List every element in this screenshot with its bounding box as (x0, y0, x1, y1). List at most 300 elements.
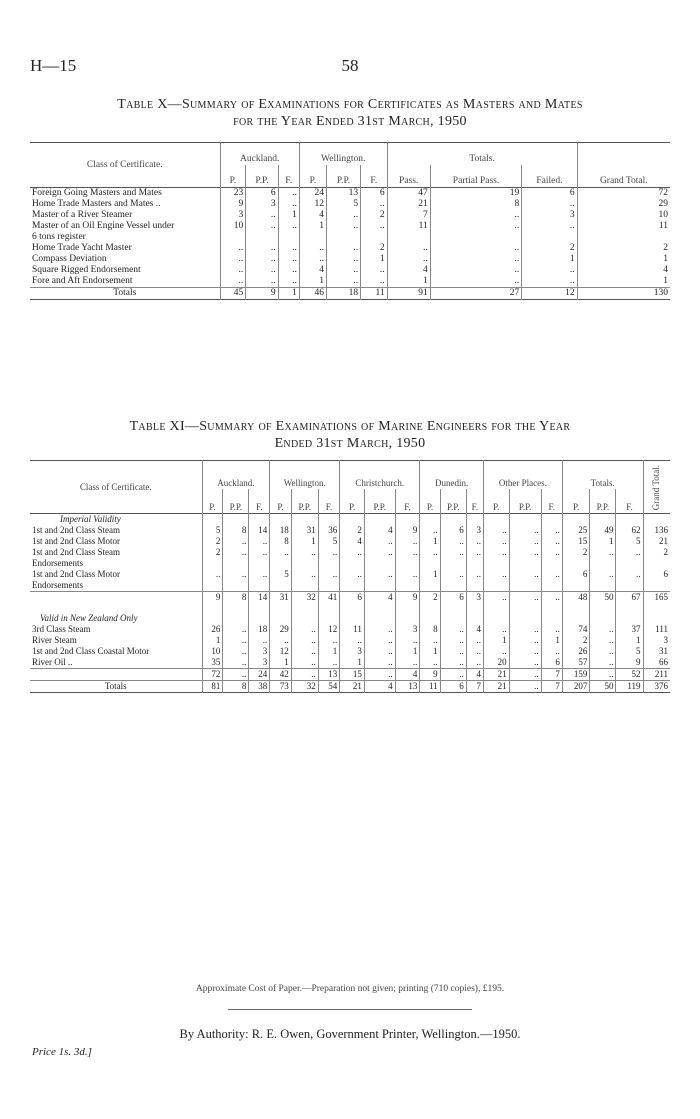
cell-value: 91 (387, 288, 430, 300)
cell-value: 5 (270, 569, 292, 580)
cell-value (270, 603, 292, 624)
cell-value (541, 580, 562, 592)
sub-header: P. (483, 489, 509, 514)
cell-value: .. (223, 547, 249, 558)
cell-value (616, 514, 643, 526)
cell-value: 7 (387, 210, 430, 221)
cell-value: .. (249, 569, 270, 580)
cell-value: .. (291, 657, 318, 669)
cell-value: 41 (318, 592, 340, 604)
cell-value: .. (278, 199, 299, 210)
cell-value (483, 558, 509, 569)
cell-value: .. (509, 536, 541, 547)
cell-value (299, 232, 326, 243)
cell-value (522, 232, 577, 243)
cell-value: .. (616, 547, 643, 558)
cell-value (643, 580, 670, 592)
cell-value: .. (223, 569, 249, 580)
table-row (30, 603, 670, 624)
cell-value: .. (509, 646, 541, 657)
cell-value: .. (541, 547, 562, 558)
cell-value (291, 514, 318, 526)
cell-value: .. (509, 624, 541, 635)
sub-header: P.P. (364, 489, 395, 514)
sub-header: P.P. (590, 489, 616, 514)
cell-value: .. (278, 243, 299, 254)
cell-value (340, 514, 365, 526)
cell-value (562, 580, 590, 592)
sub-header: F. (318, 489, 340, 514)
cell-value: 159 (562, 669, 590, 681)
cell-value (364, 603, 395, 624)
cell-value: 1 (270, 657, 292, 669)
row-label: Foreign Going Masters and Mates (32, 188, 162, 198)
cell-value (318, 603, 340, 624)
cell-value: 7 (466, 681, 483, 693)
cell-value: 6 (246, 188, 278, 200)
cell-value: 376 (643, 681, 670, 693)
cell-value: 12 (270, 646, 292, 657)
cell-value: 1 (340, 657, 365, 669)
cell-value: .. (220, 254, 246, 265)
cell-value: 36 (318, 525, 340, 536)
cell-value: .. (278, 254, 299, 265)
cell-value: .. (318, 547, 340, 558)
cell-value: 4 (395, 669, 420, 681)
cell-value: .. (509, 547, 541, 558)
cell-value: 2 (202, 547, 223, 558)
cell-value: .. (326, 243, 360, 254)
cell-value (466, 580, 483, 592)
cell-value: 1 (541, 635, 562, 646)
cell-value: 11 (340, 624, 365, 635)
sub-header: P.P. (440, 489, 466, 514)
cell-value: .. (440, 624, 466, 635)
cell-value: .. (466, 657, 483, 669)
cell-value: 1 (420, 536, 440, 547)
cell-value: 35 (202, 657, 223, 669)
table-row (30, 547, 670, 558)
footer-divider (228, 1009, 472, 1010)
cell-value: 1 (202, 635, 223, 646)
cell-value: .. (364, 669, 395, 681)
table-x (30, 142, 670, 300)
report-code: H—15 (30, 56, 77, 75)
cell-value (387, 232, 430, 243)
sub-header: F. (278, 165, 299, 188)
group-header: Christchurch. (340, 461, 420, 490)
cell-value: 3 (220, 210, 246, 221)
cell-value (440, 514, 466, 526)
section-heading: Valid in New Zealand Only (40, 613, 138, 623)
cell-value: 130 (577, 288, 670, 300)
cell-value: 211 (643, 669, 670, 681)
cell-value: .. (509, 569, 541, 580)
cell-value: 4 (340, 536, 365, 547)
row-label (30, 669, 202, 681)
sub-header: F. (361, 165, 388, 188)
cell-value: 2 (577, 243, 670, 254)
cell-value (278, 232, 299, 243)
sub-header: F. (616, 489, 643, 514)
cell-value: .. (420, 657, 440, 669)
cell-value: 4 (299, 265, 326, 276)
cell-value: .. (278, 221, 299, 232)
cell-value: 8 (430, 199, 521, 210)
cell-value: 4 (364, 525, 395, 536)
cell-value: 8 (420, 624, 440, 635)
cell-value: 2 (562, 547, 590, 558)
cell-value: 8 (270, 536, 292, 547)
cell-value: 6 (361, 188, 388, 200)
cell-value: .. (223, 657, 249, 669)
cell-value: .. (246, 243, 278, 254)
cell-value: 6 (562, 569, 590, 580)
cell-value: 1 (616, 635, 643, 646)
table-row (30, 199, 670, 210)
cell-value: 9 (616, 657, 643, 669)
cell-value (340, 558, 365, 569)
cell-value: 26 (562, 646, 590, 657)
sub-header: P.P. (509, 489, 541, 514)
cell-value (616, 558, 643, 569)
table-xi (30, 460, 670, 693)
cell-value (364, 514, 395, 526)
cell-value (340, 603, 365, 624)
table-row (30, 558, 670, 569)
cell-value: 6 (340, 592, 365, 604)
table-row (30, 243, 670, 254)
cell-value: 29 (270, 624, 292, 635)
cell-value: 4 (466, 669, 483, 681)
cell-value: 67 (616, 592, 643, 604)
cell-value: 27 (430, 288, 521, 300)
cell-value (318, 558, 340, 569)
cell-value (249, 580, 270, 592)
cell-value: 14 (249, 592, 270, 604)
group-header: Auckland. (220, 143, 299, 166)
cell-value: .. (541, 536, 562, 547)
cell-value: .. (541, 569, 562, 580)
cell-value (509, 514, 541, 526)
sub-header: P.P. (223, 489, 249, 514)
cell-value: 21 (643, 536, 670, 547)
cell-value: .. (440, 635, 466, 646)
cell-value: 9 (395, 525, 420, 536)
table-row (30, 188, 670, 200)
row-label: Master of a River Steamer (32, 210, 133, 220)
cell-value: 5 (616, 536, 643, 547)
section-heading: Imperial Validity (60, 514, 121, 524)
cell-value: 11 (387, 221, 430, 232)
cell-value: .. (246, 276, 278, 288)
table-row (30, 669, 670, 681)
table-row (30, 657, 670, 669)
cell-value: 52 (616, 669, 643, 681)
group-header: Wellington. (270, 461, 340, 490)
cell-value: .. (220, 243, 246, 254)
cell-value (202, 603, 223, 624)
cell-value (270, 580, 292, 592)
cell-value: 10 (577, 210, 670, 221)
cell-value (440, 580, 466, 592)
cell-value: 3 (522, 210, 577, 221)
sub-header: P. (202, 489, 223, 514)
cell-value: .. (590, 657, 616, 669)
cell-value: .. (387, 243, 430, 254)
table-row (30, 580, 670, 592)
cell-value: 1 (577, 254, 670, 265)
cell-value: 4 (577, 265, 670, 276)
cell-value: 1 (483, 635, 509, 646)
cell-value: 1 (361, 254, 388, 265)
cell-value: .. (291, 635, 318, 646)
column-header-class: Class of Certificate. (79, 481, 152, 492)
cell-value (541, 514, 562, 526)
cell-value: .. (326, 254, 360, 265)
cell-value: .. (430, 221, 521, 232)
cell-value (420, 514, 440, 526)
table-xi-title (30, 418, 670, 452)
group-header: Wellington. (299, 143, 387, 166)
cell-value: .. (361, 265, 388, 276)
cell-value: .. (326, 265, 360, 276)
cell-value: 38 (249, 681, 270, 693)
cell-value: .. (395, 569, 420, 580)
sub-header: P. (340, 489, 365, 514)
cell-value: .. (466, 635, 483, 646)
table-x-title-line1: Table X—Summary of Examinations for Certificates as Masters and Mates (117, 97, 583, 112)
cell-value (223, 514, 249, 526)
cell-value: .. (220, 265, 246, 276)
cell-value: 13 (318, 669, 340, 681)
cell-value: .. (299, 254, 326, 265)
cell-value: .. (509, 592, 541, 604)
column-header-class: Class of Certificate. (86, 159, 163, 170)
cell-value: 12 (522, 288, 577, 300)
cell-value: .. (590, 547, 616, 558)
cell-value: .. (483, 624, 509, 635)
sub-header: P. (220, 165, 246, 188)
group-header: Totals. (387, 143, 577, 166)
cell-value: .. (509, 657, 541, 669)
cell-value (220, 232, 246, 243)
cell-value: 9 (420, 669, 440, 681)
cell-value (541, 603, 562, 624)
row-label: Home Trade Yacht Master (32, 243, 132, 253)
authority-line: By Authority: R. E. Owen, Government Printer, Wellington.—1950. (179, 1027, 521, 1041)
cell-value: .. (246, 265, 278, 276)
cell-value: 2 (361, 210, 388, 221)
cell-value: 2 (643, 547, 670, 558)
sub-header: F. (541, 489, 562, 514)
table-row (30, 210, 670, 221)
cell-value: .. (291, 547, 318, 558)
cell-value (483, 603, 509, 624)
cell-value: .. (278, 276, 299, 288)
cell-value: 1 (278, 288, 299, 300)
cell-value: 1 (590, 536, 616, 547)
cell-value: .. (522, 276, 577, 288)
cell-value: .. (395, 547, 420, 558)
cell-value: .. (590, 646, 616, 657)
table-row (30, 536, 670, 547)
cell-value: .. (483, 547, 509, 558)
cell-value: 6 (440, 592, 466, 604)
cell-value: 54 (318, 681, 340, 693)
cell-value: .. (466, 569, 483, 580)
cell-value: 21 (483, 681, 509, 693)
row-label: Endorsements (32, 580, 83, 590)
cell-value: .. (291, 669, 318, 681)
cell-value: 15 (562, 536, 590, 547)
table-row (30, 624, 670, 635)
cell-value: 31 (291, 525, 318, 536)
cell-value (361, 232, 388, 243)
cell-value: 81 (202, 681, 223, 693)
cell-value: .. (509, 635, 541, 646)
cell-value: 1 (318, 646, 340, 657)
cell-value: .. (541, 646, 562, 657)
cell-value: .. (246, 254, 278, 265)
row-label: 1st and 2nd Class Steam (32, 525, 120, 535)
cell-value: .. (483, 525, 509, 536)
cell-value: .. (440, 646, 466, 657)
cell-value: 24 (249, 669, 270, 681)
cell-value: .. (318, 569, 340, 580)
cell-value (249, 514, 270, 526)
cell-value: .. (364, 657, 395, 669)
cell-value (420, 580, 440, 592)
cost-note: Approximate Cost of Paper.—Preparation not given; printing (710 copies), £195. (195, 984, 505, 994)
cell-value: .. (440, 669, 466, 681)
table-xi-title-line1: Table XI—Summary of Examinations of Marine Engineers for the Year (129, 419, 571, 434)
cell-value (509, 603, 541, 624)
cell-value (246, 232, 278, 243)
cell-value: .. (590, 624, 616, 635)
cell-value: .. (440, 547, 466, 558)
cell-value: 4 (364, 592, 395, 604)
cell-value: 72 (577, 188, 670, 200)
cell-value (420, 603, 440, 624)
cell-value: 8 (223, 592, 249, 604)
cell-value: .. (466, 536, 483, 547)
cell-value: 18 (270, 525, 292, 536)
cell-value: 2 (340, 525, 365, 536)
cell-value: 2 (522, 243, 577, 254)
table-row (30, 635, 670, 646)
cell-value (223, 603, 249, 624)
cell-value: .. (340, 569, 365, 580)
cell-value: 15 (340, 669, 365, 681)
cell-value: 50 (590, 681, 616, 693)
table-row (30, 514, 670, 526)
group-header: Other Places. (483, 461, 562, 490)
cell-value: .. (590, 669, 616, 681)
cell-value: .. (616, 569, 643, 580)
cell-value (202, 514, 223, 526)
cell-value: 3 (249, 646, 270, 657)
cell-value: .. (440, 569, 466, 580)
cell-value: 9 (395, 592, 420, 604)
cell-value: .. (590, 635, 616, 646)
cell-value: 13 (326, 188, 360, 200)
cell-value: 1 (420, 569, 440, 580)
row-label: 1st and 2nd Class Coastal Motor (32, 646, 150, 656)
cell-value: 48 (562, 592, 590, 604)
cell-value: 1 (291, 536, 318, 547)
cell-value: 8 (223, 525, 249, 536)
cell-value: .. (364, 624, 395, 635)
row-label: Master of an Oil Engine Vessel under (32, 221, 175, 231)
cell-value: .. (420, 635, 440, 646)
cell-value: 21 (340, 681, 365, 693)
cell-value: .. (340, 635, 365, 646)
sub-header: Partial Pass. (430, 165, 521, 188)
cell-value (643, 514, 670, 526)
cell-value: 49 (590, 525, 616, 536)
cell-value: 6 (541, 657, 562, 669)
cell-value: 24 (299, 188, 326, 200)
table-xi-title-line2: Ended 31st March, 1950 (274, 436, 426, 451)
cell-value: 12 (318, 624, 340, 635)
cell-value: .. (522, 199, 577, 210)
cell-value: 2 (361, 243, 388, 254)
table-row (30, 221, 670, 232)
cell-value: 7 (541, 669, 562, 681)
cell-value: .. (364, 635, 395, 646)
cell-value (249, 558, 270, 569)
cell-value: 26 (202, 624, 223, 635)
cell-value (440, 603, 466, 624)
cell-value (466, 558, 483, 569)
cell-value: 37 (616, 624, 643, 635)
cell-value: 4 (364, 681, 395, 693)
cell-value: .. (270, 547, 292, 558)
cell-value: .. (361, 276, 388, 288)
cell-value: .. (220, 276, 246, 288)
cell-value (395, 558, 420, 569)
cell-value (590, 603, 616, 624)
cell-value: 4 (387, 265, 430, 276)
sub-header: P.P. (326, 165, 360, 188)
cell-value (562, 514, 590, 526)
cell-value: .. (291, 646, 318, 657)
cell-value: 66 (643, 657, 670, 669)
cell-value: .. (223, 669, 249, 681)
cell-value (590, 558, 616, 569)
cell-value: 11 (577, 221, 670, 232)
row-label: Fore and Aft Endorsement (32, 276, 133, 286)
cell-value: 32 (291, 592, 318, 604)
cell-value: .. (270, 635, 292, 646)
cell-value: 3 (466, 592, 483, 604)
cell-value: 18 (326, 288, 360, 300)
row-label: Home Trade Masters and Mates .. (32, 199, 161, 209)
cell-value (395, 603, 420, 624)
cell-value: 5 (616, 646, 643, 657)
row-label: 1st and 2nd Class Motor (32, 536, 121, 546)
sub-header: P.P. (246, 165, 278, 188)
table-row (30, 525, 670, 536)
cell-value: .. (483, 569, 509, 580)
cell-value (466, 514, 483, 526)
cell-value: .. (361, 221, 388, 232)
cell-value: .. (364, 547, 395, 558)
group-header: Auckland. (202, 461, 270, 490)
cell-value: 31 (643, 646, 670, 657)
row-label: River Steam (32, 635, 77, 645)
